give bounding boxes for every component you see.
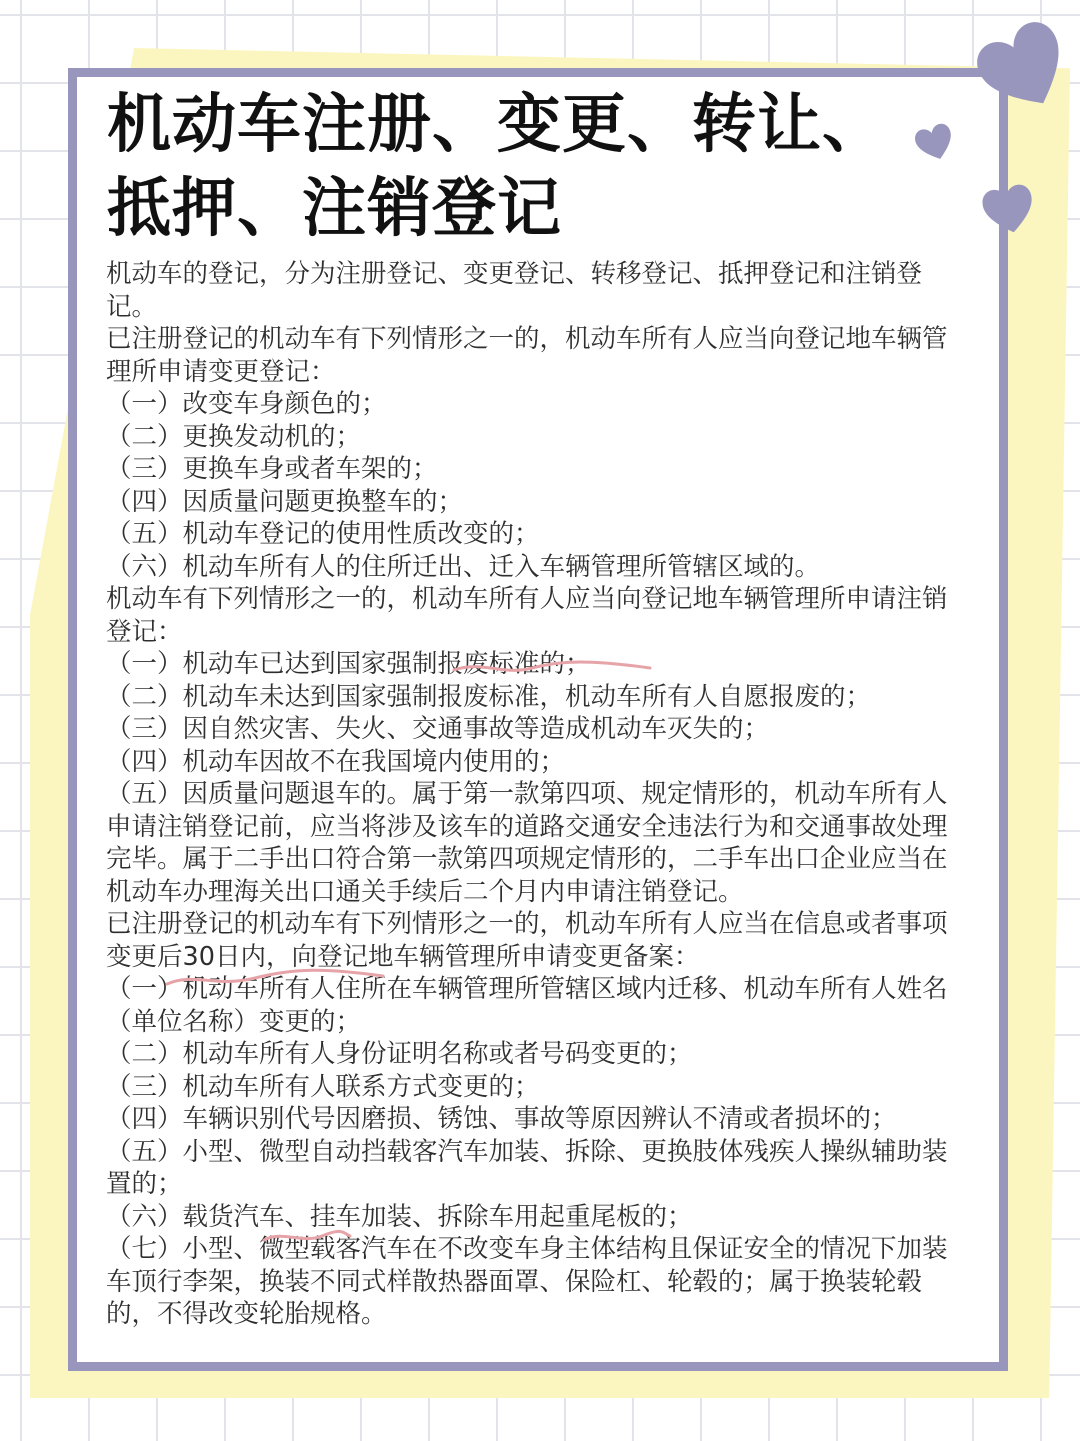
heart-icon xyxy=(912,121,958,165)
list-item: （四）车辆识别代号因磨损、锈蚀、事故等原因辨认不清或者损坏的； xyxy=(106,1104,897,1134)
document-card xyxy=(68,68,1008,1371)
list-item: （一）机动车已达到国家强制报废标准的； xyxy=(106,649,591,679)
list-item: （一）机动车所有人住所在车辆管理所管辖区域内迁移、机动车所有人姓名（单位名称）变更的； xyxy=(106,974,948,1037)
title-line-1: 机动车注册、变更、转让、 xyxy=(107,88,887,162)
document-body xyxy=(106,258,966,1331)
list-item: （三）因自然灾害、失火、交通事故等造成机动车灭失的； xyxy=(106,714,770,744)
pink-squiggle xyxy=(165,966,385,992)
list-item: （三）机动车所有人联系方式变更的； xyxy=(106,1071,540,1102)
list-item: （五）因质量问题退车的。属于第一款第四项、规定情形的，机动车所有人申请注销登记前，应当将涉及该车的道路交通安全违法行为和交通事故处理完毕。属于二手出口符合第一款第四项规定情形的，二手车出口企业应当在机动车办理海关出口通关手续后二个月内申请注销登记。 xyxy=(106,779,948,907)
list-item: （二）机动车未达到国家强制报废标准，机动车所有人自愿报废的； xyxy=(106,681,872,712)
page-title xyxy=(107,83,897,251)
heart-icon xyxy=(972,18,1078,120)
list-item: （五）机动车登记的使用性质改变的； xyxy=(106,519,540,549)
list-item: （五）小型、微型自动挡载客汽车加装、拆除、更换肢体残疾人操纵辅助装置的； xyxy=(106,1136,948,1199)
list-item: （四）因质量问题更换整车的； xyxy=(106,486,464,517)
paragraph: 已注册登记的机动车有下列情形之一的，机动车所有人应当向登记地车辆管理所申请变更登记： xyxy=(106,324,948,387)
list-item: （六）机动车所有人的住所迁出、迁入车辆管理所管辖区域的。 xyxy=(106,551,821,582)
pink-squiggle xyxy=(452,656,652,680)
list-item: （七）小型、微型载客汽车在不改变车身主体结构且保证安全的情况下加装车顶行李架，换装不同式样散热器面罩、保险杠、轮毂的；属于换装轮毂的，不得改变轮胎规格。 xyxy=(106,1234,948,1329)
list-item: （二）机动车所有人身份证明名称或者号码变更的； xyxy=(106,1039,693,1069)
list-item: （一）改变车身颜色的； xyxy=(106,389,387,419)
title-line-2: 抵押、注销登记 xyxy=(107,172,562,246)
list-item: （四）机动车因故不在我国境内使用的； xyxy=(106,746,566,777)
list-item: （六）载货汽车、挂车加装、拆除车用起重尾板的； xyxy=(106,1201,693,1232)
heart-icon xyxy=(978,180,1040,240)
pink-squiggle xyxy=(262,1226,352,1248)
paragraph: 机动车的登记，分为注册登记、变更登记、转移登记、抵押登记和注销登记。 xyxy=(106,259,923,322)
paragraph: 机动车有下列情形之一的，机动车所有人应当向登记地车辆管理所申请注销登记： xyxy=(106,584,948,647)
list-item: （三）更换车身或者车架的； xyxy=(106,454,438,484)
paragraph: 已注册登记的机动车有下列情形之一的，机动车所有人应当在信息或者事项变更后30日内，向登记地车辆管理所申请变更备案： xyxy=(106,909,948,972)
list-item: （二）更换发动机的； xyxy=(106,421,362,452)
